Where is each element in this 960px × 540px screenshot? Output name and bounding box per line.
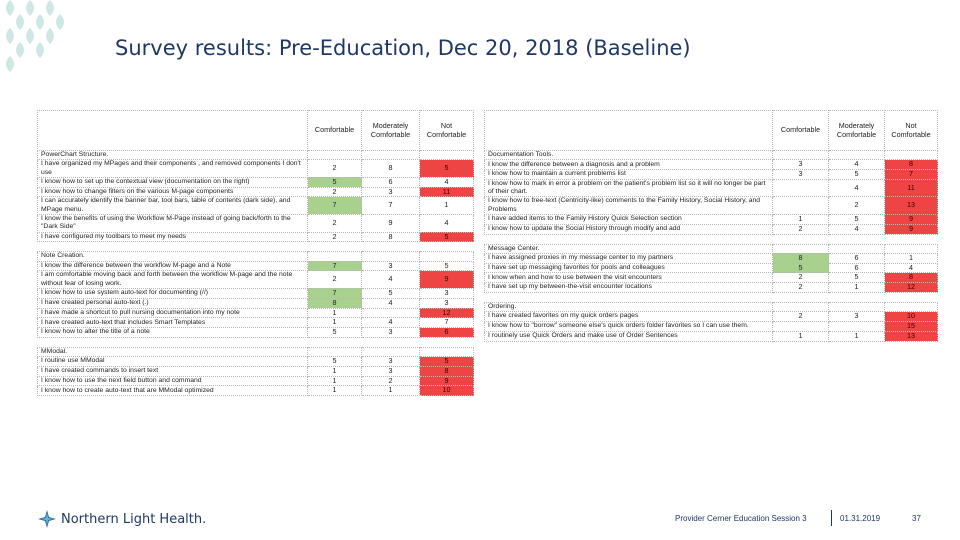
question-text: I have created commands to insert text	[38, 366, 308, 376]
comfortable-count: 8	[773, 253, 829, 263]
moderately-comfortable-count: 4	[829, 160, 885, 170]
comfortable-count: 1	[308, 376, 362, 386]
comfortable-count: 1	[308, 386, 362, 396]
moderately-comfortable-count: 9	[362, 214, 420, 232]
moderately-comfortable-count: 6	[829, 263, 885, 273]
not-comfortable-count: 8	[885, 273, 938, 283]
not-comfortable-count: 7	[420, 318, 474, 328]
leaf-pattern-decoration	[0, 0, 92, 72]
question-text: I know how to "borrow" someone else's quick orders folder favorites so I can use them.	[485, 322, 773, 332]
moderately-comfortable-count: 5	[829, 273, 885, 283]
question-text: I have added items to the Family History Quick Selection section	[485, 214, 773, 224]
not-comfortable-count: 5	[420, 160, 474, 178]
not-comfortable-count: 3	[420, 298, 474, 308]
not-comfortable-count: 1	[420, 197, 474, 215]
table-row	[38, 308, 474, 318]
moderately-comfortable-count: 4	[362, 298, 420, 308]
moderately-comfortable-count: 5	[362, 288, 420, 298]
section-label: Note Creation.	[38, 252, 308, 261]
not-comfortable-count: 8	[885, 160, 938, 170]
section-label: Documentation Tools.	[485, 151, 773, 160]
section-row	[485, 151, 938, 160]
comfortable-count: 3	[773, 160, 829, 170]
header-comfortable: Comfortable	[308, 111, 362, 151]
question-text: I know how to update the Social History through modify and add	[485, 224, 773, 234]
header-question	[485, 111, 773, 151]
comfortable-count: 2	[308, 187, 362, 197]
question-text: I can accurately identify the banner bar, tool bars, table of contents (dark side), and MPage menu.	[38, 197, 308, 215]
section-row	[485, 302, 938, 311]
question-text: I am comfortable moving back and forth between the workflow M-page and the note without fear of losing work.	[38, 271, 308, 289]
comfortable-count: 5	[773, 263, 829, 273]
question-text: I know the benefits of using the Workflow M-Page instead of going back/forth to the "Dark Side"	[38, 214, 308, 232]
not-comfortable-count: 9	[420, 271, 474, 289]
moderately-comfortable-count: 4	[829, 179, 885, 197]
question-text: I know how to change filters on the various M-page components	[38, 187, 308, 197]
table-row	[485, 273, 938, 283]
page-title: Survey results: Pre-Education, Dec 20, 2018 (Baseline)	[115, 36, 691, 60]
moderately-comfortable-count: 2	[829, 197, 885, 215]
question-text: I know how to use the next field button and command	[38, 376, 308, 386]
not-comfortable-count: 5	[420, 261, 474, 271]
comfortable-count: 2	[773, 273, 829, 283]
survey-table-left	[37, 110, 474, 396]
table-row	[38, 160, 474, 178]
question-text: I have created auto-text that includes Smart Templates	[38, 318, 308, 328]
not-comfortable-count: 1	[885, 253, 938, 263]
question-text: I have created personal auto-text (.)	[38, 298, 308, 308]
not-comfortable-count: 12	[885, 283, 938, 293]
not-comfortable-count: 4	[420, 214, 474, 232]
comfortable-count: 2	[308, 232, 362, 242]
not-comfortable-count: 9	[420, 376, 474, 386]
comfortable-count: 7	[308, 197, 362, 215]
table-row	[38, 376, 474, 386]
table-row	[485, 253, 938, 263]
question-text: I routine use MModal	[38, 357, 308, 367]
spacer-row	[38, 242, 474, 252]
table-row	[38, 318, 474, 328]
moderately-comfortable-count: 2	[362, 376, 420, 386]
table-row	[485, 197, 938, 215]
question-text: I know how to create auto-text that are MModal optimized	[38, 386, 308, 396]
header-question	[38, 111, 308, 151]
comfortable-count: 1	[773, 214, 829, 224]
comfortable-count: 3	[773, 170, 829, 180]
question-text: I know how to free-text (Centricity-like) comments to the Family History, Social History, and Problems	[485, 197, 773, 215]
moderately-comfortable-count: 4	[362, 318, 420, 328]
footer-date: 01.31.2019	[840, 514, 881, 523]
footer-session: Provider Cerner Education Session 3	[675, 514, 807, 523]
not-comfortable-count: 12	[420, 308, 474, 318]
spacer-row	[485, 234, 938, 244]
comfortable-count: 1	[773, 331, 829, 341]
not-comfortable-count: 9	[885, 214, 938, 224]
table-row	[38, 177, 474, 187]
survey-table-right	[484, 110, 938, 342]
moderately-comfortable-count: 5	[829, 170, 885, 180]
spacer-row	[485, 292, 938, 302]
table-row	[38, 298, 474, 308]
logo-star-icon	[38, 510, 56, 528]
comfortable-count: 2	[308, 160, 362, 178]
table-row	[485, 283, 938, 293]
moderately-comfortable-count: 1	[829, 331, 885, 341]
not-comfortable-count: 9	[885, 224, 938, 234]
section-label: PowerChart Structure.	[38, 151, 308, 160]
not-comfortable-count: 6	[420, 328, 474, 338]
table-row	[38, 366, 474, 376]
comfortable-count: 2	[308, 271, 362, 289]
comfortable-count: 2	[773, 312, 829, 322]
not-comfortable-count: 5	[420, 232, 474, 242]
section-row	[38, 151, 474, 160]
question-text: I know how to use system auto-text for documenting (//)	[38, 288, 308, 298]
table-row	[38, 386, 474, 396]
comfortable-count	[773, 179, 829, 197]
moderately-comfortable-count: 3	[362, 261, 420, 271]
moderately-comfortable-count: 1	[362, 386, 420, 396]
moderately-comfortable-count: 3	[362, 187, 420, 197]
table-row	[485, 331, 938, 341]
table-row	[38, 187, 474, 197]
moderately-comfortable-count: 6	[362, 177, 420, 187]
question-text: I have assigned proxies in my message center to my partners	[485, 253, 773, 263]
table-row	[485, 214, 938, 224]
table-row	[38, 288, 474, 298]
moderately-comfortable-count: 5	[829, 214, 885, 224]
comfortable-count: 5	[308, 177, 362, 187]
section-row	[38, 347, 474, 356]
section-row	[485, 244, 938, 253]
comfortable-count: 1	[308, 308, 362, 318]
table-row	[485, 322, 938, 332]
not-comfortable-count: 3	[420, 288, 474, 298]
comfortable-count: 1	[308, 366, 362, 376]
table-row	[485, 179, 938, 197]
comfortable-count: 7	[308, 261, 362, 271]
table-row	[38, 328, 474, 338]
footer-separator	[831, 510, 832, 526]
table-row	[485, 224, 938, 234]
table-row	[38, 197, 474, 215]
logo-text: Northern Light Health.	[61, 511, 207, 527]
section-label: MModal.	[38, 347, 308, 356]
comfortable-count: 7	[308, 288, 362, 298]
question-text: I have set up messaging favorites for pools and colleagues	[485, 263, 773, 273]
moderately-comfortable-count: 8	[362, 160, 420, 178]
question-text: I know how to mark in error a problem on the patient's problem list so it will no longer be part of their chart.	[485, 179, 773, 197]
question-text: I have organized my MPages and their components , and removed components I don't use	[38, 160, 308, 178]
not-comfortable-count: 10	[420, 386, 474, 396]
header-moderately-comfortable: Moderately Comfortable	[362, 111, 420, 151]
not-comfortable-count: 8	[420, 366, 474, 376]
moderately-comfortable-count: 4	[362, 271, 420, 289]
not-comfortable-count: 4	[885, 263, 938, 273]
question-text: I have created favorites on my quick orders pages	[485, 312, 773, 322]
header-comfortable: Comfortable	[773, 111, 829, 151]
header-not-comfortable: Not Comfortable	[885, 111, 938, 151]
comfortable-count: 2	[773, 224, 829, 234]
spacer-row	[38, 337, 474, 347]
question-text: I routinely use Quick Orders and make use of Order Sentences	[485, 331, 773, 341]
not-comfortable-count: 11	[885, 179, 938, 197]
question-text: I have configured my toolbars to meet my needs	[38, 232, 308, 242]
question-text: I know how to set up the contextual view (documentation on the right)	[38, 177, 308, 187]
header-not-comfortable: Not Comfortable	[420, 111, 474, 151]
moderately-comfortable-count: 7	[362, 197, 420, 215]
page-number: 37	[912, 514, 921, 523]
comfortable-count: 2	[773, 283, 829, 293]
table-row	[38, 261, 474, 271]
not-comfortable-count: 7	[885, 170, 938, 180]
table-row	[485, 312, 938, 322]
moderately-comfortable-count: 8	[362, 232, 420, 242]
northern-light-health-logo	[38, 508, 206, 530]
section-row	[38, 252, 474, 261]
not-comfortable-count: 15	[885, 322, 938, 332]
table-row	[485, 160, 938, 170]
comfortable-count	[773, 197, 829, 215]
header-moderately-comfortable: Moderately Comfortable	[829, 111, 885, 151]
not-comfortable-count: 5	[420, 357, 474, 367]
question-text: I know the difference between a diagnosis and a problem	[485, 160, 773, 170]
table-row	[485, 263, 938, 273]
moderately-comfortable-count: 3	[829, 312, 885, 322]
not-comfortable-count: 11	[420, 187, 474, 197]
comfortable-count: 2	[308, 214, 362, 232]
comfortable-count: 8	[308, 298, 362, 308]
moderately-comfortable-count: 4	[829, 224, 885, 234]
comfortable-count	[773, 322, 829, 332]
table-row	[38, 232, 474, 242]
moderately-comfortable-count: 3	[362, 357, 420, 367]
question-text: I have made a shortcut to pull nursing documentation into my note	[38, 308, 308, 318]
moderately-comfortable-count: 1	[829, 283, 885, 293]
table-row	[38, 357, 474, 367]
comfortable-count: 5	[308, 328, 362, 338]
comfortable-count: 1	[308, 318, 362, 328]
question-text: I know how to alter the title of a note	[38, 328, 308, 338]
moderately-comfortable-count: 3	[362, 366, 420, 376]
not-comfortable-count: 13	[885, 331, 938, 341]
moderately-comfortable-count: 3	[362, 328, 420, 338]
question-text: I have set up my between-the-visit encounter locations	[485, 283, 773, 293]
moderately-comfortable-count	[829, 322, 885, 332]
question-text: I know the difference between the workflow M-page and a Note	[38, 261, 308, 271]
not-comfortable-count: 13	[885, 197, 938, 215]
table-row	[485, 170, 938, 180]
not-comfortable-count: 10	[885, 312, 938, 322]
comfortable-count: 5	[308, 357, 362, 367]
moderately-comfortable-count: 6	[829, 253, 885, 263]
table-row	[38, 271, 474, 289]
table-row	[38, 214, 474, 232]
question-text: I know when and how to use between the visit encounters	[485, 273, 773, 283]
section-label: Ordering.	[485, 302, 773, 311]
question-text: I know how to maintain a current problems list	[485, 170, 773, 180]
section-label: Message Center.	[485, 244, 773, 253]
not-comfortable-count: 4	[420, 177, 474, 187]
